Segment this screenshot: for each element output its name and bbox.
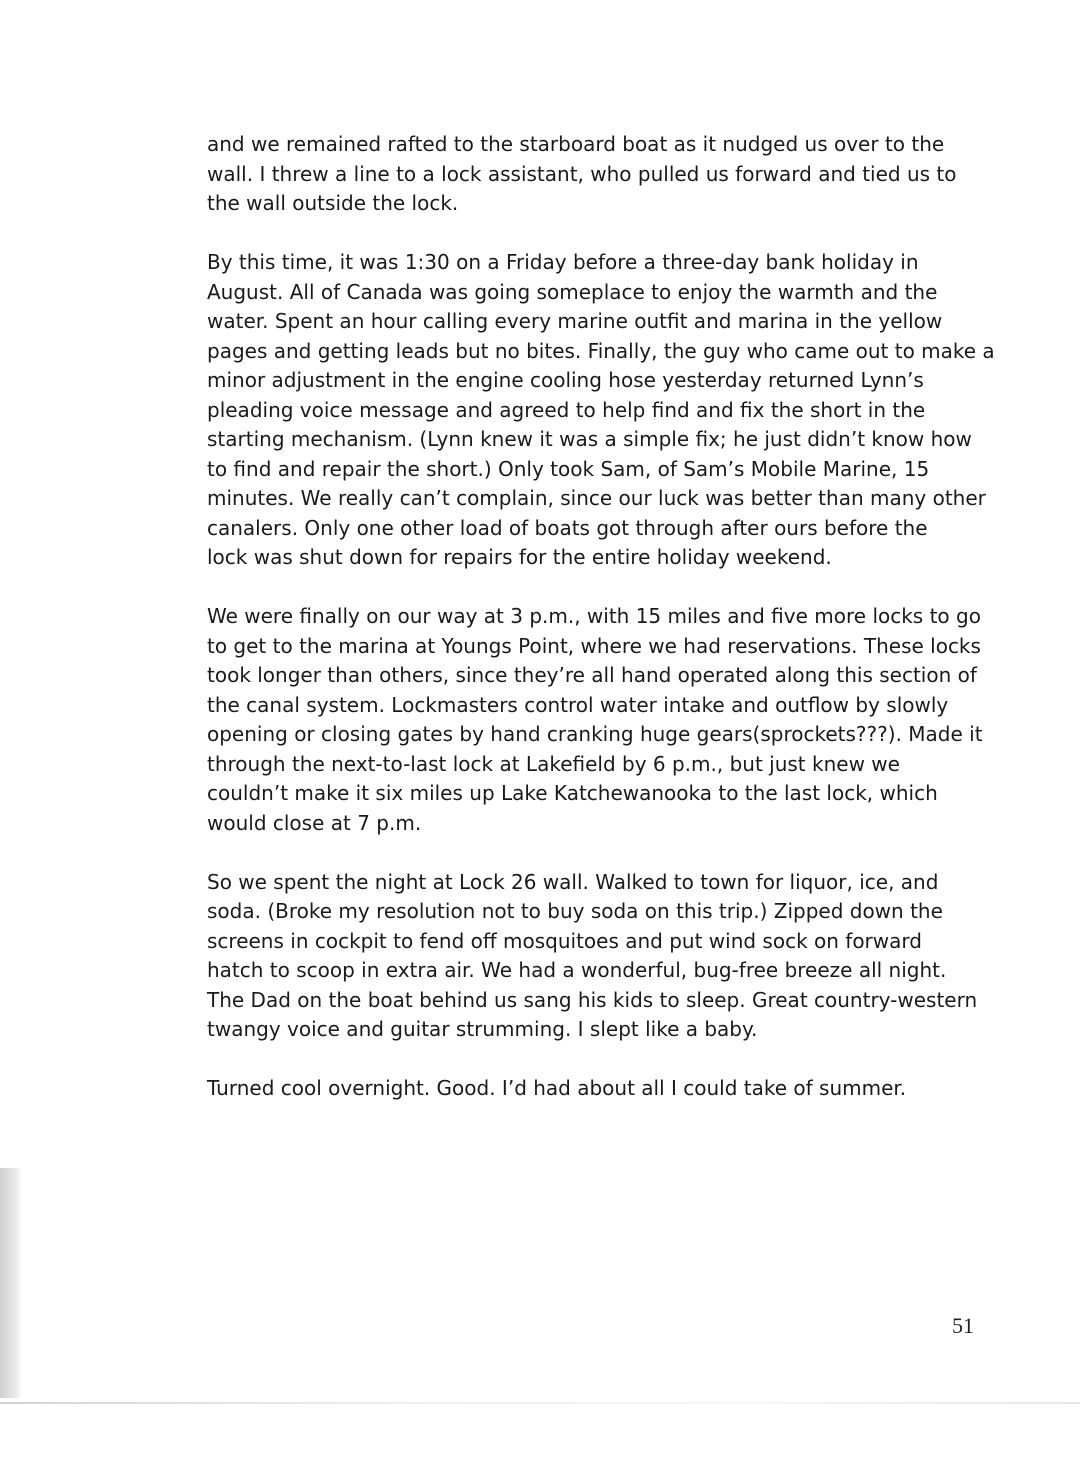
text-line: August. All of Canada was going someplace to enjoy the warmth and the	[207, 279, 938, 304]
text-line: Turned cool overnight. Good. I’d had about all I could take of summer.	[207, 1076, 907, 1100]
text-line: pages and getting leads but no bites. Finally, the guy who came out to make a	[207, 338, 995, 363]
text-line: minor adjustment in the engine cooling hose yesterday returned Lynn’s	[207, 368, 924, 392]
text-line: through the next-to-last lock at Lakefield by 6 p.m., but just knew we	[207, 751, 900, 776]
text-line: would close at 7 p.m.	[207, 810, 422, 835]
text-line: the canal system. Lockmasters control water intake and outflow by slowly	[207, 692, 949, 717]
page-number: 51	[952, 1313, 974, 1338]
text-line: canalers. Only one other load of boats got through after ours before the	[207, 515, 928, 540]
scan-edge-shadow	[0, 1168, 22, 1398]
text-line: starting mechanism. (Lynn knew it was a simple fix; he just didn’t know how	[207, 427, 972, 451]
paragraph-4	[207, 868, 987, 1045]
text-line: screens in cockpit to fend off mosquitoes and put wind sock on forward	[207, 928, 922, 953]
text-line: took longer than others, since they’re all hand operated along this section of	[207, 663, 977, 687]
paragraph-5	[207, 1074, 987, 1104]
text-line: soda. (Broke my resolution not to buy soda on this trip.) Zipped down the	[207, 899, 943, 923]
text-line: pleading voice message and agreed to help find and fix the short in the	[207, 397, 926, 422]
body-text	[207, 130, 995, 1133]
text-line: twangy voice and guitar strumming. I slept like a baby.	[207, 1017, 758, 1041]
text-line: The Dad on the boat behind us sang his kids to sleep. Great country-western	[207, 987, 978, 1012]
text-line: We were finally on our way at 3 p.m., with 15 miles and five more locks to go	[207, 604, 981, 628]
text-line: By this time, it was 1:30 on a Friday before a three-day bank holiday in	[207, 250, 919, 274]
text-line: opening or closing gates by hand cranking huge gears(sprockets???). Made it	[207, 722, 983, 746]
paragraph-2	[207, 248, 995, 573]
text-line: water. Spent an hour calling every marine outfit and marina in the yellow	[207, 309, 943, 333]
paragraph-1	[207, 130, 987, 219]
paragraph-3	[207, 602, 987, 838]
text-line: to find and repair the short.) Only took Sam, of Sam’s Mobile Marine, 15	[207, 456, 930, 481]
text-line: lock was shut down for repairs for the entire holiday weekend.	[207, 545, 832, 569]
text-line: minutes. We really can’t complain, since our luck was better than many other	[207, 486, 986, 510]
text-line: couldn’t make it six miles up Lake Katchewanooka to the last lock, which	[207, 781, 938, 805]
text-line: wall. I threw a line to a lock assistant, who pulled us forward and tied us to	[207, 161, 957, 186]
text-line: hatch to scoop in extra air. We had a wonderful, bug-free breeze all night.	[207, 958, 947, 982]
text-line: So we spent the night at Lock 26 wall. Walked to town for liquor, ice, and	[207, 869, 939, 894]
text-line: and we remained rafted to the starboard boat as it nudged us over to the	[207, 132, 945, 156]
text-line: the wall outside the lock.	[207, 191, 459, 215]
scan-bottom-line	[0, 1402, 1080, 1404]
text-line: to get to the marina at Youngs Point, where we had reservations. These locks	[207, 633, 981, 658]
